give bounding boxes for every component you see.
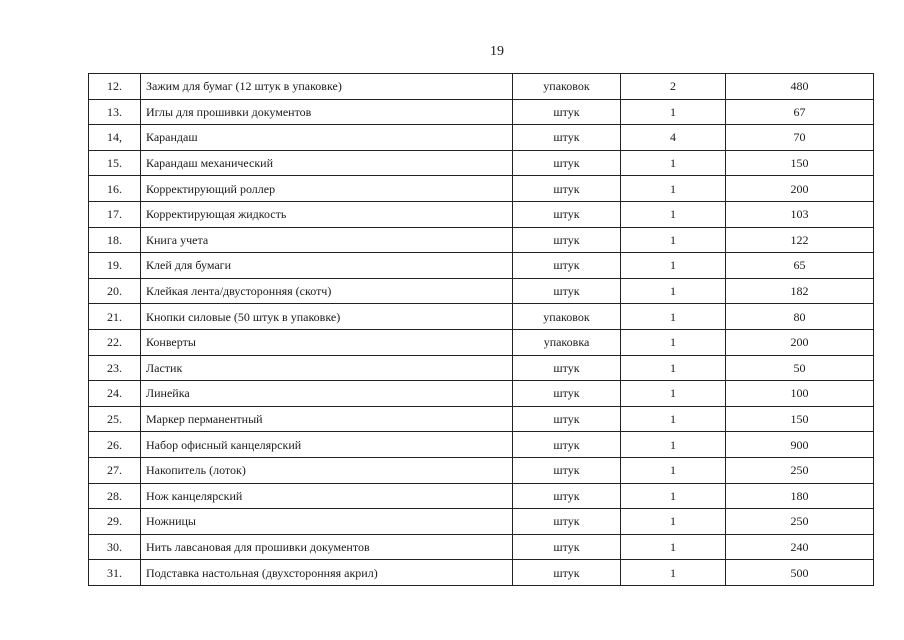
price-cell: 182 [726,278,874,304]
item-name-cell: Линейка [141,381,513,407]
quantity-cell: 1 [621,381,726,407]
unit-cell: штук [513,560,621,586]
row-number-cell: 23. [89,355,141,381]
price-cell: 65 [726,253,874,279]
price-cell: 70 [726,125,874,151]
unit-cell: штук [513,201,621,227]
price-cell: 67 [726,99,874,125]
quantity-cell: 1 [621,253,726,279]
unit-cell: штук [513,483,621,509]
table-row [89,278,874,304]
price-cell: 80 [726,304,874,330]
quantity-cell: 1 [621,227,726,253]
row-number-cell: 16. [89,176,141,202]
page-number: 19 [490,44,504,59]
item-name-cell: Нить лавсановая для прошивки документов [141,534,513,560]
price-cell: 500 [726,560,874,586]
quantity-cell: 1 [621,99,726,125]
table-row [89,329,874,355]
unit-cell: упаковок [513,74,621,100]
unit-cell: штук [513,227,621,253]
item-name-cell: Книга учета [141,227,513,253]
item-name-cell: Ножницы [141,509,513,535]
item-name-cell: Накопитель (лоток) [141,457,513,483]
price-cell: 900 [726,432,874,458]
item-name-cell: Карандаш [141,125,513,151]
unit-cell: штук [513,278,621,304]
row-number-cell: 22. [89,329,141,355]
quantity-cell: 1 [621,201,726,227]
item-name-cell: Корректирующая жидкость [141,201,513,227]
price-cell: 240 [726,534,874,560]
quantity-cell: 1 [621,278,726,304]
quantity-cell: 4 [621,125,726,151]
price-cell: 180 [726,483,874,509]
quantity-cell: 1 [621,304,726,330]
price-cell: 480 [726,74,874,100]
table-row [89,406,874,432]
price-cell: 150 [726,406,874,432]
item-name-cell: Нож канцелярский [141,483,513,509]
item-name-cell: Подставка настольная (двухсторонняя акрил) [141,560,513,586]
price-cell: 50 [726,355,874,381]
item-name-cell: Корректирующий роллер [141,176,513,202]
quantity-cell: 1 [621,534,726,560]
table-row [89,125,874,151]
item-name-cell: Набор офисный канцелярский [141,432,513,458]
unit-cell: штук [513,253,621,279]
table-row [89,432,874,458]
row-number-cell: 12. [89,74,141,100]
quantity-cell: 1 [621,406,726,432]
unit-cell: штук [513,355,621,381]
table-row [89,457,874,483]
row-number-cell: 17. [89,201,141,227]
quantity-cell: 1 [621,355,726,381]
price-cell: 200 [726,329,874,355]
price-cell: 250 [726,457,874,483]
table-row [89,355,874,381]
price-cell: 122 [726,227,874,253]
price-cell: 103 [726,201,874,227]
unit-cell: штук [513,381,621,407]
item-name-cell: Клей для бумаги [141,253,513,279]
row-number-cell: 20. [89,278,141,304]
table-row [89,304,874,330]
table-row [89,150,874,176]
item-name-cell: Конверты [141,329,513,355]
quantity-cell: 2 [621,74,726,100]
row-number-cell: 14, [89,125,141,151]
table-row [89,74,874,100]
row-number-cell: 25. [89,406,141,432]
unit-cell: штук [513,406,621,432]
unit-cell: штук [513,99,621,125]
row-number-cell: 24. [89,381,141,407]
price-cell: 150 [726,150,874,176]
table-row [89,381,874,407]
row-number-cell: 19. [89,253,141,279]
item-name-cell: Маркер перманентный [141,406,513,432]
quantity-cell: 1 [621,457,726,483]
table-row [89,99,874,125]
table-row [89,534,874,560]
table-row [89,176,874,202]
items-table-body [89,74,874,586]
row-number-cell: 27. [89,457,141,483]
quantity-cell: 1 [621,509,726,535]
unit-cell: штук [513,509,621,535]
item-name-cell: Иглы для прошивки документов [141,99,513,125]
item-name-cell: Карандаш механический [141,150,513,176]
row-number-cell: 18. [89,227,141,253]
unit-cell: штук [513,150,621,176]
row-number-cell: 29. [89,509,141,535]
quantity-cell: 1 [621,432,726,458]
unit-cell: штук [513,457,621,483]
row-number-cell: 26. [89,432,141,458]
quantity-cell: 1 [621,150,726,176]
item-name-cell: Зажим для бумаг (12 штук в упаковке) [141,74,513,100]
row-number-cell: 21. [89,304,141,330]
items-table [88,73,874,586]
row-number-cell: 28. [89,483,141,509]
row-number-cell: 30. [89,534,141,560]
table-row [89,560,874,586]
unit-cell: упаковок [513,304,621,330]
unit-cell: штук [513,176,621,202]
item-name-cell: Клейкая лента/двусторонняя (скотч) [141,278,513,304]
quantity-cell: 1 [621,560,726,586]
table-row [89,253,874,279]
item-name-cell: Ластик [141,355,513,381]
price-cell: 250 [726,509,874,535]
table-row [89,201,874,227]
unit-cell: штук [513,432,621,458]
unit-cell: штук [513,534,621,560]
price-cell: 100 [726,381,874,407]
row-number-cell: 13. [89,99,141,125]
row-number-cell: 31. [89,560,141,586]
row-number-cell: 15. [89,150,141,176]
quantity-cell: 1 [621,483,726,509]
quantity-cell: 1 [621,176,726,202]
item-name-cell: Кнопки силовые (50 штук в упаковке) [141,304,513,330]
quantity-cell: 1 [621,329,726,355]
unit-cell: штук [513,125,621,151]
price-cell: 200 [726,176,874,202]
table-row [89,509,874,535]
table-row [89,483,874,509]
table-row [89,227,874,253]
unit-cell: упаковка [513,329,621,355]
